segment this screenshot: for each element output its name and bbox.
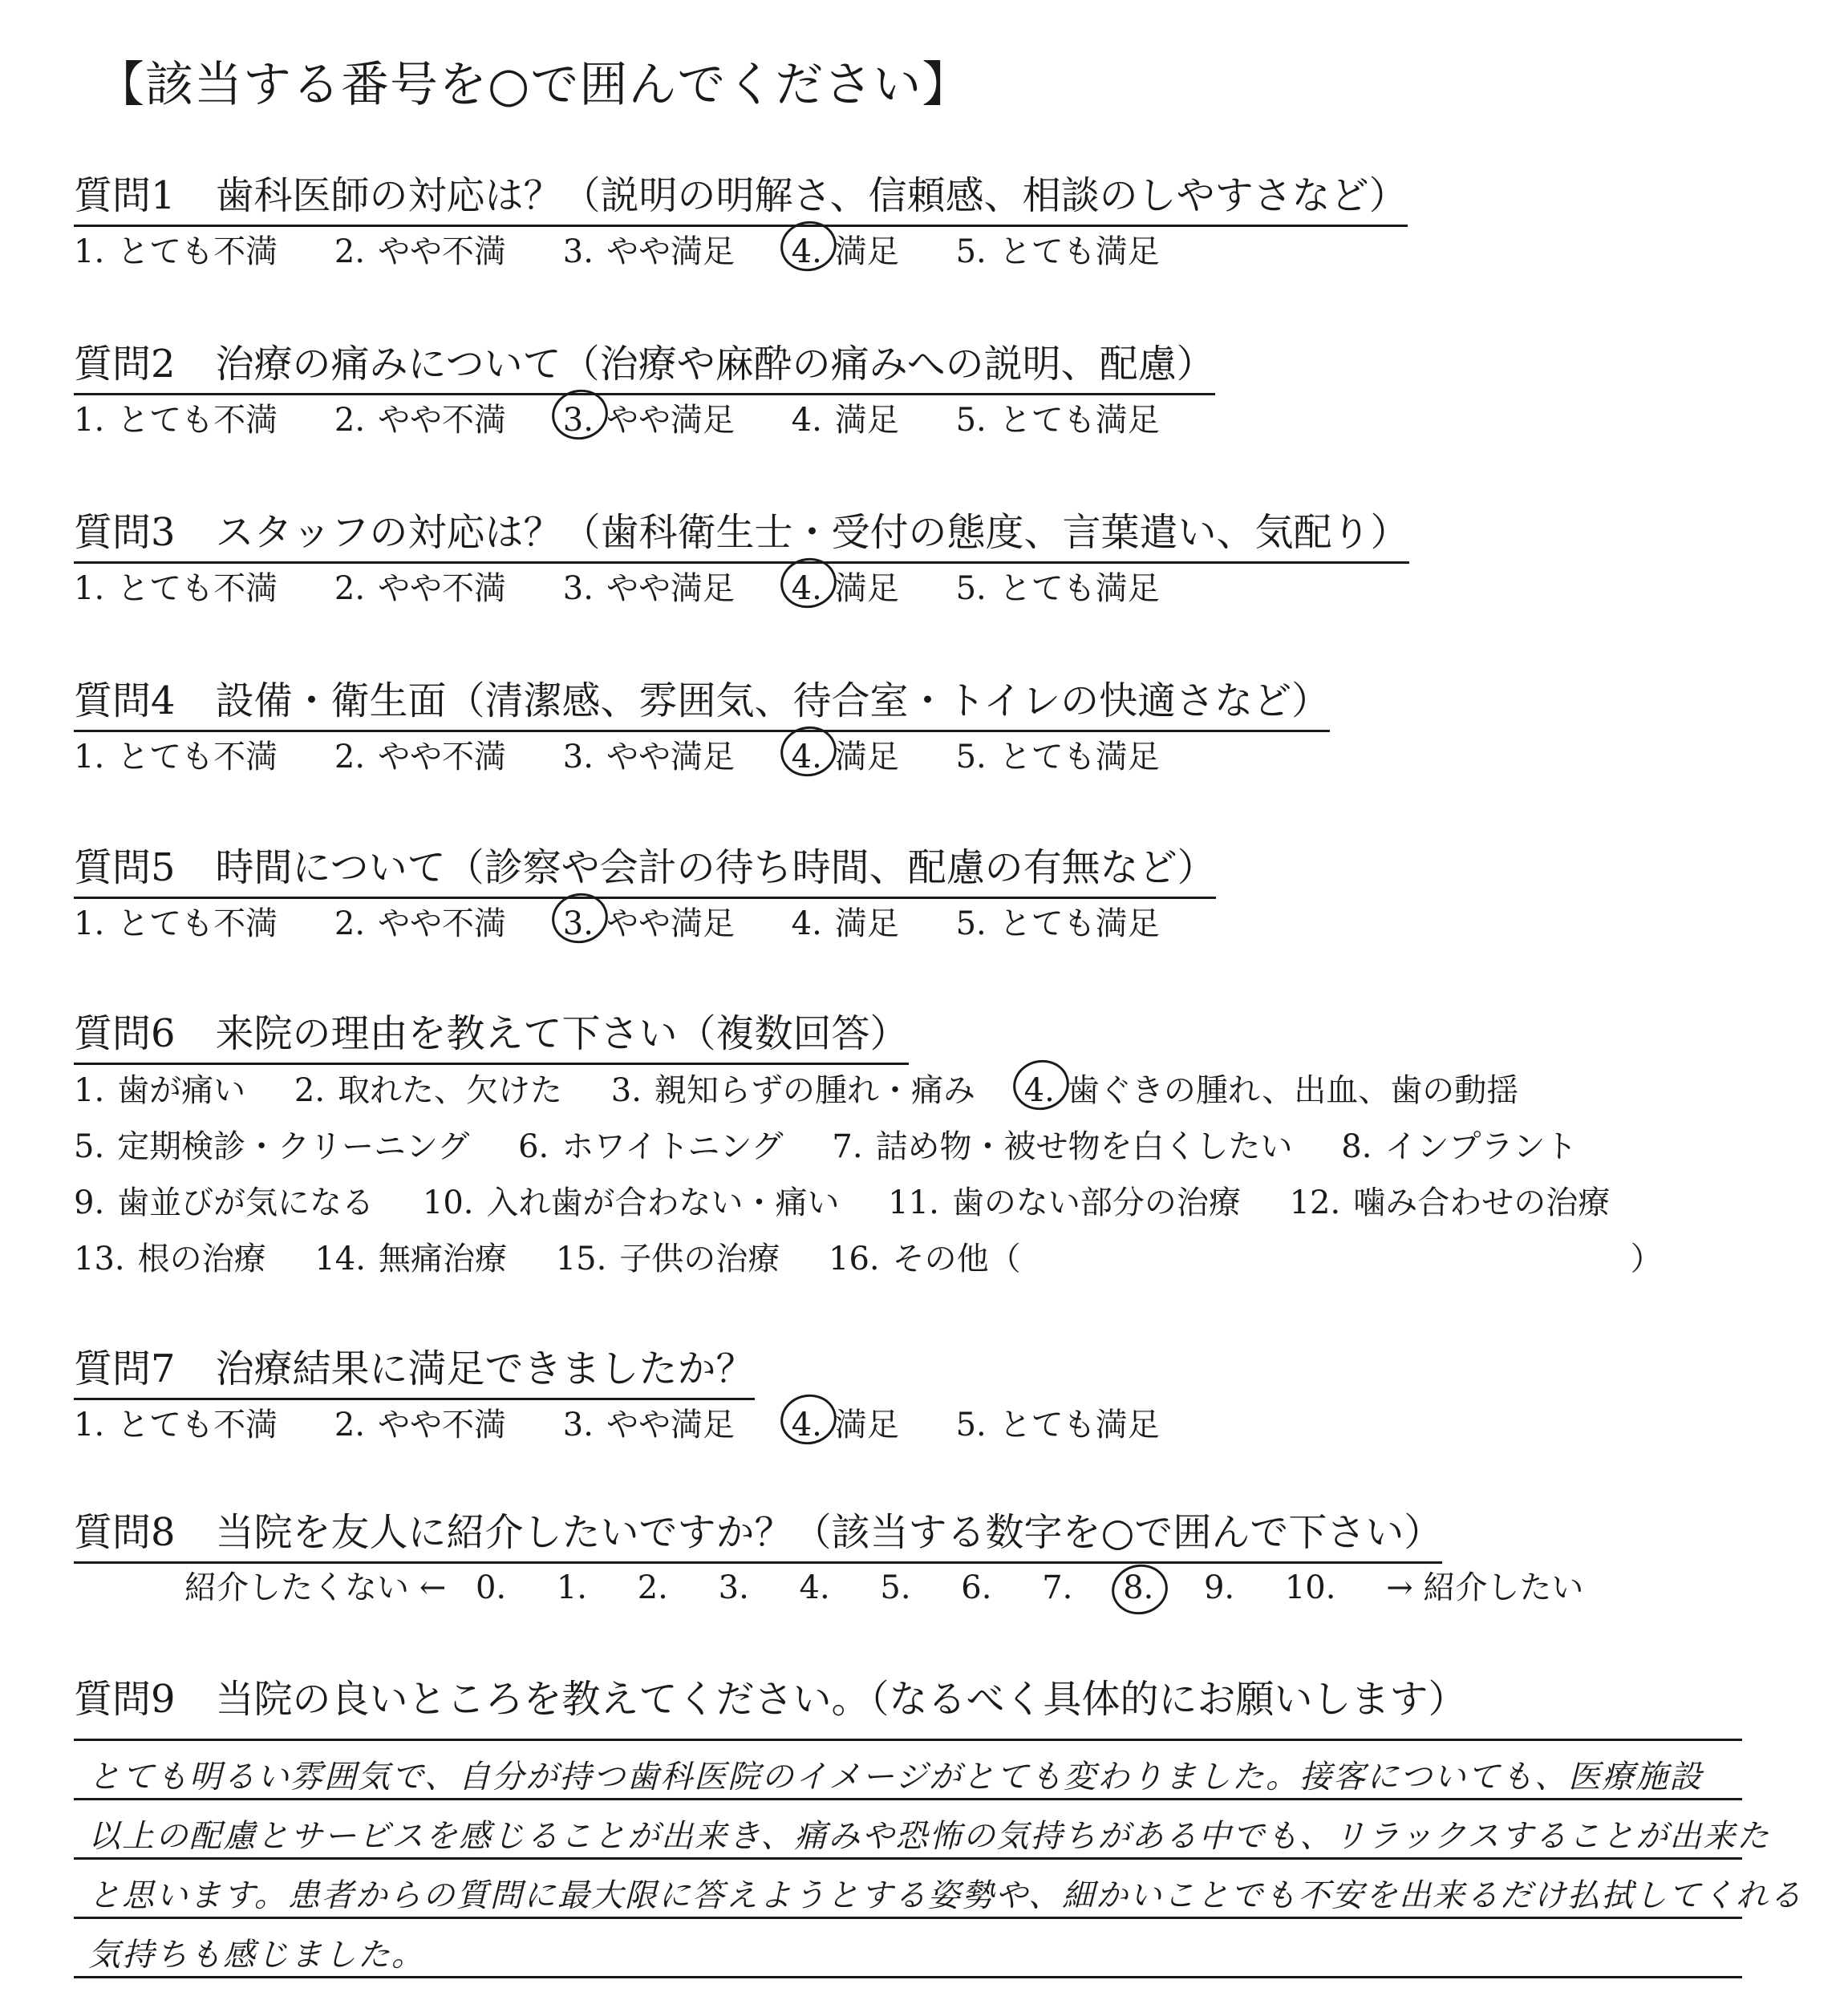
answer-rule	[74, 1976, 1742, 1978]
option-2[interactable]: 2. 取れた、欠けた	[294, 1072, 563, 1109]
option-3[interactable]: 3. やや満足	[562, 570, 735, 607]
option-13[interactable]: 13. 根の治療	[74, 1241, 266, 1277]
option-1[interactable]: 1. とても不満	[74, 739, 278, 775]
handwritten-answer-line-4[interactable]: 気持ちも感じました。	[88, 1937, 425, 1974]
scale-value-6[interactable]: 6.	[961, 1569, 992, 1606]
question-1-options	[74, 226, 1206, 272]
option-1[interactable]: 1. とても不満	[74, 402, 278, 439]
option-5[interactable]: 5. とても満足	[955, 233, 1160, 270]
option-5[interactable]: 5. とても満足	[955, 739, 1160, 775]
answer-rule	[74, 1857, 1742, 1860]
option-1[interactable]: 1. 歯が痛い	[74, 1072, 246, 1109]
question-number: 質問7	[74, 1346, 176, 1391]
question-number: 質問5	[74, 845, 176, 890]
option-4-circled[interactable]: 4. 歯ぐきの腫れ、出血、歯の動揺	[1023, 1072, 1519, 1109]
question-1-heading	[74, 164, 1408, 227]
option-11[interactable]: 11. 歯のない部分の治療	[888, 1184, 1241, 1221]
option-4-circled[interactable]: 4. 満足	[791, 570, 899, 607]
option-2[interactable]: 2. やや不満	[334, 402, 507, 439]
scale-left-label: 紹介したくない ←	[184, 1569, 447, 1606]
scale-value-3[interactable]: 3.	[718, 1569, 749, 1606]
question-number: 質問8	[74, 1510, 176, 1555]
question-number: 質問4	[74, 678, 176, 723]
question-8-heading	[74, 1501, 1442, 1564]
question-number: 質問2	[74, 342, 176, 387]
option-2[interactable]: 2. やや不満	[334, 570, 507, 607]
option-3[interactable]: 3. 親知らずの腫れ・痛み	[610, 1072, 975, 1109]
option-1[interactable]: 1. とても不満	[74, 905, 278, 942]
option-6[interactable]: 6. ホワイトニング	[518, 1128, 784, 1165]
question-text: 設備・衛生面（清潔感、雰囲気、待合室・トイレの快適さなど）	[215, 678, 1331, 723]
other-close-paren: ）	[1630, 1241, 1663, 1277]
option-2[interactable]: 2. やや不満	[334, 739, 507, 775]
question-6-options-row-4	[74, 1233, 1701, 1279]
option-1[interactable]: 1. とても不満	[74, 570, 278, 607]
question-4-options	[74, 731, 1206, 777]
option-10[interactable]: 10. 入れ歯が合わない・痛い	[422, 1184, 840, 1221]
option-4-circled[interactable]: 4. 満足	[791, 1407, 899, 1443]
question-3-heading	[74, 501, 1409, 564]
option-8[interactable]: 8. インプラント	[1341, 1128, 1578, 1165]
option-5[interactable]: 5. とても満足	[955, 1407, 1160, 1443]
scale-value-0[interactable]: 0.	[475, 1569, 507, 1606]
question-2-options	[74, 395, 1206, 440]
option-3-circled[interactable]: 3. やや満足	[562, 905, 735, 942]
question-6-options-row-3	[74, 1177, 1648, 1223]
question-text: 治療結果に満足できましたか？	[215, 1346, 755, 1391]
recommend-scale	[184, 1562, 1603, 1608]
option-3[interactable]: 3. やや満足	[562, 739, 735, 775]
option-5[interactable]: 5. 定期検診・クリーニング	[74, 1128, 470, 1165]
question-7-options	[74, 1399, 1206, 1445]
option-3-circled[interactable]: 3. やや満足	[562, 402, 735, 439]
option-15[interactable]: 15. 子供の治療	[555, 1241, 780, 1277]
scale-value-7[interactable]: 7.	[1042, 1569, 1073, 1606]
question-text: 来院の理由を教えて下さい（複数回答）	[215, 1011, 909, 1056]
question-6-options-row-1	[74, 1065, 1557, 1111]
option-1[interactable]: 1. とても不満	[74, 233, 278, 270]
option-5[interactable]: 5. とても満足	[955, 402, 1160, 439]
question-text: 時間について（診察や会計の待ち時間、配慮の有無など）	[215, 845, 1216, 890]
option-4[interactable]: 4. 満足	[791, 402, 899, 439]
scale-value-4[interactable]: 4.	[799, 1569, 830, 1606]
question-text: スタッフの対応は？（歯科衛生士・受付の態度、言葉遣い、気配り）	[215, 510, 1409, 555]
scale-value-1[interactable]: 1.	[556, 1569, 588, 1606]
handwritten-answer-line-2[interactable]: 以上の配慮とサービスを感じることが出来き、痛みや恐怖の気持ちがある中でも、リラックスすることが出来た	[88, 1818, 1771, 1855]
question-2-heading	[74, 333, 1215, 395]
option-2[interactable]: 2. やや不満	[334, 1407, 507, 1443]
question-6-heading	[74, 1002, 909, 1065]
scale-value-8-circled[interactable]: 8.	[1123, 1569, 1154, 1606]
question-text: 当院の良いところを教えてください。（なるべく具体的にお願いします）	[215, 1677, 1467, 1722]
question-5-heading	[74, 836, 1216, 899]
scale-value-2[interactable]: 2.	[637, 1569, 668, 1606]
question-number: 質問9	[74, 1677, 176, 1722]
option-7[interactable]: 7. 詰め物・被せ物を白くしたい	[832, 1128, 1293, 1165]
question-7-heading	[74, 1338, 755, 1400]
option-16-other[interactable]: 16. その他（ ）	[829, 1241, 1663, 1277]
scale-value-5[interactable]: 5.	[880, 1569, 911, 1606]
option-5[interactable]: 5. とても満足	[955, 570, 1160, 607]
option-3[interactable]: 3. やや満足	[562, 233, 735, 270]
option-2[interactable]: 2. やや不満	[334, 233, 507, 270]
handwritten-answer-line-3[interactable]: と思います。患者からの質問に最大限に答えようとする姿勢や、細かいことでも不安を出来るだけ払拭してくれる	[88, 1877, 1803, 1914]
question-3-options	[74, 563, 1206, 609]
handwritten-answer-line-1[interactable]: とても明るい雰囲気で、自分が持つ歯科医院のイメージがとても変わりました。接客についても、医療施設	[88, 1759, 1704, 1796]
question-number: 質問6	[74, 1011, 176, 1056]
option-3[interactable]: 3. やや満足	[562, 1407, 735, 1443]
question-5-options	[74, 898, 1206, 944]
question-4-heading	[74, 670, 1330, 732]
question-number: 質問1	[74, 173, 176, 218]
option-2[interactable]: 2. やや不満	[334, 905, 507, 942]
option-5[interactable]: 5. とても満足	[955, 905, 1160, 942]
option-4-circled[interactable]: 4. 満足	[791, 233, 899, 270]
answer-rule	[74, 1798, 1742, 1800]
question-text: 歯科医師の対応は？（説明の明解さ、信頼感、相談のしやすさなど）	[215, 173, 1408, 218]
scale-value-10[interactable]: 10.	[1284, 1569, 1336, 1606]
option-4[interactable]: 4. 満足	[791, 905, 899, 942]
question-text: 治療の痛みについて（治療や麻酔の痛みへの説明、配慮）	[215, 342, 1215, 387]
page-title: 【該当する番号を○で囲んでください】	[96, 57, 971, 113]
question-9-heading	[74, 1668, 1467, 1728]
answer-rule	[74, 1739, 1742, 1741]
option-12[interactable]: 12. 噛み合わせの治療	[1289, 1184, 1611, 1221]
scale-right-label: → 紹介したい	[1386, 1569, 1584, 1606]
answer-rule	[74, 1917, 1742, 1919]
question-number: 質問3	[74, 510, 176, 555]
option-1[interactable]: 1. とても不満	[74, 1407, 278, 1443]
option-4-circled[interactable]: 4. 満足	[791, 739, 899, 775]
question-6-options-row-2	[74, 1121, 1615, 1167]
option-14[interactable]: 14. 無痛治療	[314, 1241, 507, 1277]
scale-value-9[interactable]: 9.	[1203, 1569, 1235, 1606]
question-text: 当院を友人に紹介したいですか？（該当する数字を○で囲んで下さい）	[215, 1510, 1443, 1555]
option-9[interactable]: 9. 歯並びが気になる	[74, 1184, 375, 1221]
